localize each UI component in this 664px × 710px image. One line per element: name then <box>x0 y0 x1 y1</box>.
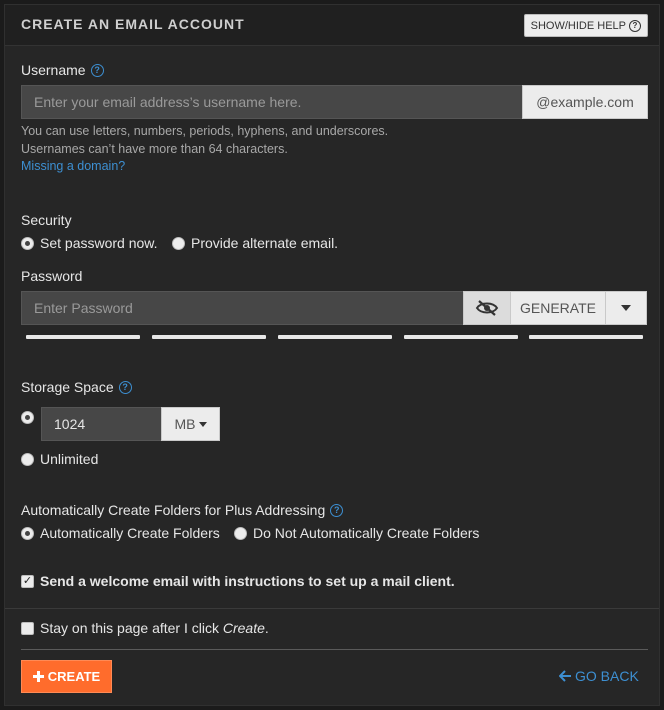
welcome-email-checkbox[interactable]: ✓ <box>22 574 33 587</box>
stay-on-page-label <box>40 620 269 636</box>
plus-addressing-help-icon[interactable]: ? <box>330 504 343 517</box>
username-placeholder: Enter your email address’s username here. <box>34 94 302 110</box>
toggle-visibility-button[interactable] <box>463 291 511 325</box>
stay-on-page-checkbox[interactable] <box>21 622 34 635</box>
plus-icon <box>33 671 44 682</box>
divider-footer <box>21 649 648 650</box>
create-button[interactable] <box>21 660 112 693</box>
stay-on-page-label-suffix: . <box>264 620 269 636</box>
panel-header <box>5 5 659 46</box>
show-hide-help-button[interactable] <box>524 14 648 37</box>
username-hint-1: You can use letters, numbers, periods, hyphens, and underscores. <box>21 124 389 138</box>
plus-addressing-label: Automatically Create Folders for Plus Addressing <box>21 502 326 518</box>
storage-help-icon[interactable]: ? <box>119 381 132 394</box>
password-strength-segment-3 <box>278 335 392 339</box>
radio-storage-unlimited-label: Unlimited <box>40 451 99 467</box>
password-input[interactable] <box>21 291 464 325</box>
eye-slash-icon <box>475 299 499 317</box>
username-input[interactable] <box>21 85 523 119</box>
storage-quota-value: 1024 <box>54 416 86 432</box>
arrow-left-icon <box>559 670 571 682</box>
plus-addressing-label-row <box>21 502 343 518</box>
radio-auto-create-folders-control[interactable] <box>21 527 34 540</box>
password-strength-segment-1 <box>26 335 140 339</box>
radio-set-password-label: Set password now. <box>40 235 158 251</box>
generate-label: GENERATE <box>520 300 596 316</box>
create-button-label: CREATE <box>47 669 101 684</box>
password-placeholder: Enter Password <box>34 300 133 316</box>
radio-set-password-control[interactable] <box>21 237 34 250</box>
radio-no-auto-create-folders[interactable] <box>234 525 479 541</box>
generate-password-button[interactable] <box>510 291 606 325</box>
radio-alternate-email[interactable] <box>172 235 338 251</box>
divider-top <box>5 608 659 609</box>
password-label: Password <box>21 268 83 284</box>
storage-label: Storage Space <box>21 379 114 395</box>
radio-storage-unlimited-control[interactable] <box>21 453 34 466</box>
radio-auto-create-folders-label: Automatically Create Folders <box>40 525 220 541</box>
radio-alternate-email-control[interactable] <box>172 237 185 250</box>
radio-storage-custom[interactable] <box>21 411 34 424</box>
welcome-email-checkbox-row[interactable] <box>21 573 455 589</box>
password-strength-segment-2 <box>152 335 266 339</box>
question-circle-icon: ? <box>629 20 641 32</box>
radio-storage-unlimited[interactable] <box>21 451 98 467</box>
page-title: CREATE AN EMAIL ACCOUNT <box>21 16 245 32</box>
radio-no-auto-create-folders-label: Do Not Automatically Create Folders <box>253 525 480 541</box>
stay-on-page-checkbox-row[interactable] <box>21 620 269 636</box>
radio-set-password[interactable] <box>21 235 158 251</box>
security-label: Security <box>21 212 72 228</box>
username-label-row <box>21 62 104 78</box>
radio-no-auto-create-folders-control[interactable] <box>234 527 247 540</box>
storage-unit-label: MB <box>174 416 196 432</box>
password-strength-segment-4 <box>404 335 518 339</box>
generate-options-dropdown[interactable] <box>605 291 647 325</box>
storage-quota-input[interactable] <box>41 407 162 441</box>
username-help-icon[interactable]: ? <box>91 64 104 77</box>
stay-on-page-label-prefix: Stay on this page after I click <box>40 620 223 636</box>
storage-label-row <box>21 379 132 395</box>
username-label: Username <box>21 62 86 78</box>
stay-on-page-label-emphasis: Create <box>222 620 265 636</box>
storage-unit-dropdown[interactable] <box>161 407 220 441</box>
radio-auto-create-folders[interactable] <box>21 525 220 541</box>
domain-addon <box>522 85 648 119</box>
welcome-email-label: Send a welcome email with instructions to set up a mail client. <box>40 573 455 589</box>
go-back-label: GO BACK <box>575 668 639 684</box>
caret-down-icon <box>199 422 207 427</box>
domain-text: @example.com <box>536 94 634 110</box>
caret-down-icon <box>621 305 631 311</box>
help-button-label: SHOW/HIDE HELP <box>530 19 626 32</box>
username-hint-2: Usernames can’t have more than 64 characters. <box>21 142 288 156</box>
missing-domain-link[interactable]: Missing a domain? <box>21 159 126 173</box>
password-strength-segment-5 <box>529 335 643 339</box>
go-back-link[interactable] <box>559 668 639 684</box>
radio-alternate-email-label: Provide alternate email. <box>191 235 339 251</box>
